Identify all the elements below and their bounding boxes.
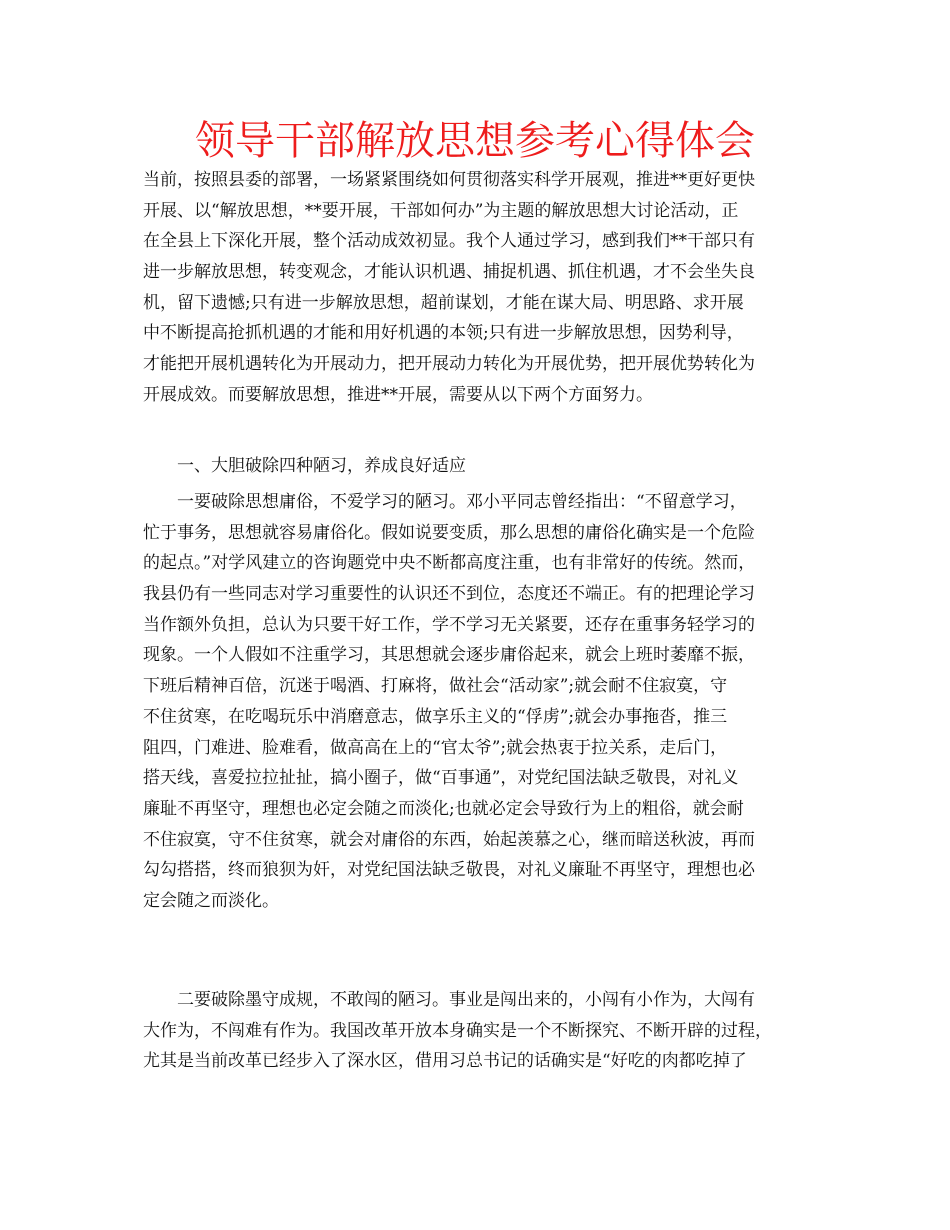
paragraph-line: 的起点。”对学风建立的咨询题党中央不断都高度注重，也有非常好的传统。然而， [143, 553, 756, 574]
intro-line: 开展、以“解放思想，**要开展，干部如何办”为主题的解放思想大讨论活动，正 [143, 200, 739, 221]
intro-line: 才能把开展机遇转化为开展动力，把开展动力转化为开展优势，把开展优势转化为 [143, 354, 755, 375]
document-title: 领导干部解放思想参考心得体会 [195, 118, 755, 164]
paragraph-line: 当作额外负担，总认为只要干好工作，学不学习无关紧要，还存在重事务轻学习的 [143, 614, 755, 635]
intro-line: 开展成效。而要解放思想，推进**开展，需要从以下两个方面努力。 [143, 384, 653, 405]
paragraph-line: 不住寂寞，守不住贫寒，就会对庸俗的东西，始起羡慕之心，继而暗送秋波，再而 [143, 829, 755, 850]
paragraph-line: 二要破除墨守成规，不敢闯的陋习。事业是闯出来的，小闯有小作为，大闯有 [177, 990, 755, 1010]
paragraph-line: 现象。一个人假如不注重学习，其思想就会逐步庸俗起来，就会上班时萎靡不振， [143, 645, 755, 666]
paragraph-line: 搭天线，喜爱拉拉扯扯，搞小圈子，做“百事通”，对党纪国法缺乏敬畏，对礼义 [143, 768, 739, 789]
paragraph-line: 我县仍有一些同志对学习重要性的认识还不到位，态度还不端正。有的把理论学习 [143, 584, 755, 605]
intro-line: 在全县上下深化开展，整个活动成效初显。我个人通过学习，感到我们**干部只有 [143, 231, 755, 252]
intro-line: 进一步解放思想，转变观念，才能认识机遇、捕捉机遇、抓住机遇，才不会坐失良 [143, 262, 755, 283]
paragraph-line: 下班后精神百倍，沉迷于喝酒、打麻将，做社会“活动家”;就会耐不住寂寞，守 [143, 676, 728, 697]
paragraph-line: 勾勾搭搭，终而狼狈为奸，对党纪国法缺乏敬畏，对礼义廉耻不再坚守，理想也必 [143, 860, 755, 881]
section-heading-block [143, 451, 823, 482]
paragraph-line: 阻四，门难进、脸难看，做高高在上的“官太爷”;就会热衷于拉关系，走后门， [143, 737, 728, 758]
intro-paragraph [143, 165, 823, 411]
paragraph-line: 廉耻不再坚守，理想也必定会随之而淡化;也就必定会导致行为上的粗俗，就会耐 [143, 798, 744, 819]
paragraph-2 [143, 985, 823, 1077]
paragraph-line: 尤其是当前改革已经步入了深水区，借用习总书记的话确实是“好吃的肉都吃掉了 [143, 1051, 747, 1072]
paragraph-line: 忙于事务，思想就容易庸俗化。假如说要变质，那么思想的庸俗化确实是一个危险 [143, 522, 755, 543]
paragraph-line: 大作为，不闯难有作为。我国改革开放本身确实是一个不断探究、不断开辟的过程， [143, 1020, 772, 1041]
paragraph-line: 一要破除思想庸俗，不爱学习的陋习。邓小平同志曾经指出：“不留意学习， [177, 492, 747, 512]
intro-line: 机，留下遗憾;只有进一步解放思想，超前谋划，才能在谋大局、明思路、求开展 [143, 292, 744, 313]
paragraph-1 [143, 487, 823, 917]
paragraph-line: 定会随之而淡化。 [143, 890, 279, 911]
intro-line: 当前，按照县委的部署，一场紧紧围绕如何贯彻落实科学开展观，推进**更好更快 [143, 170, 755, 190]
paragraph-line: 不住贫寒，在吃喝玩乐中消磨意志，做享乐主义的“俘虏”;就会办事拖沓，推三 [143, 706, 728, 727]
section-heading: 一、大胆破除四种陋习，养成良好适应 [177, 456, 466, 476]
intro-line: 中不断提高抢抓机遇的才能和用好机遇的本领;只有进一步解放思想，因势利导， [143, 323, 744, 344]
